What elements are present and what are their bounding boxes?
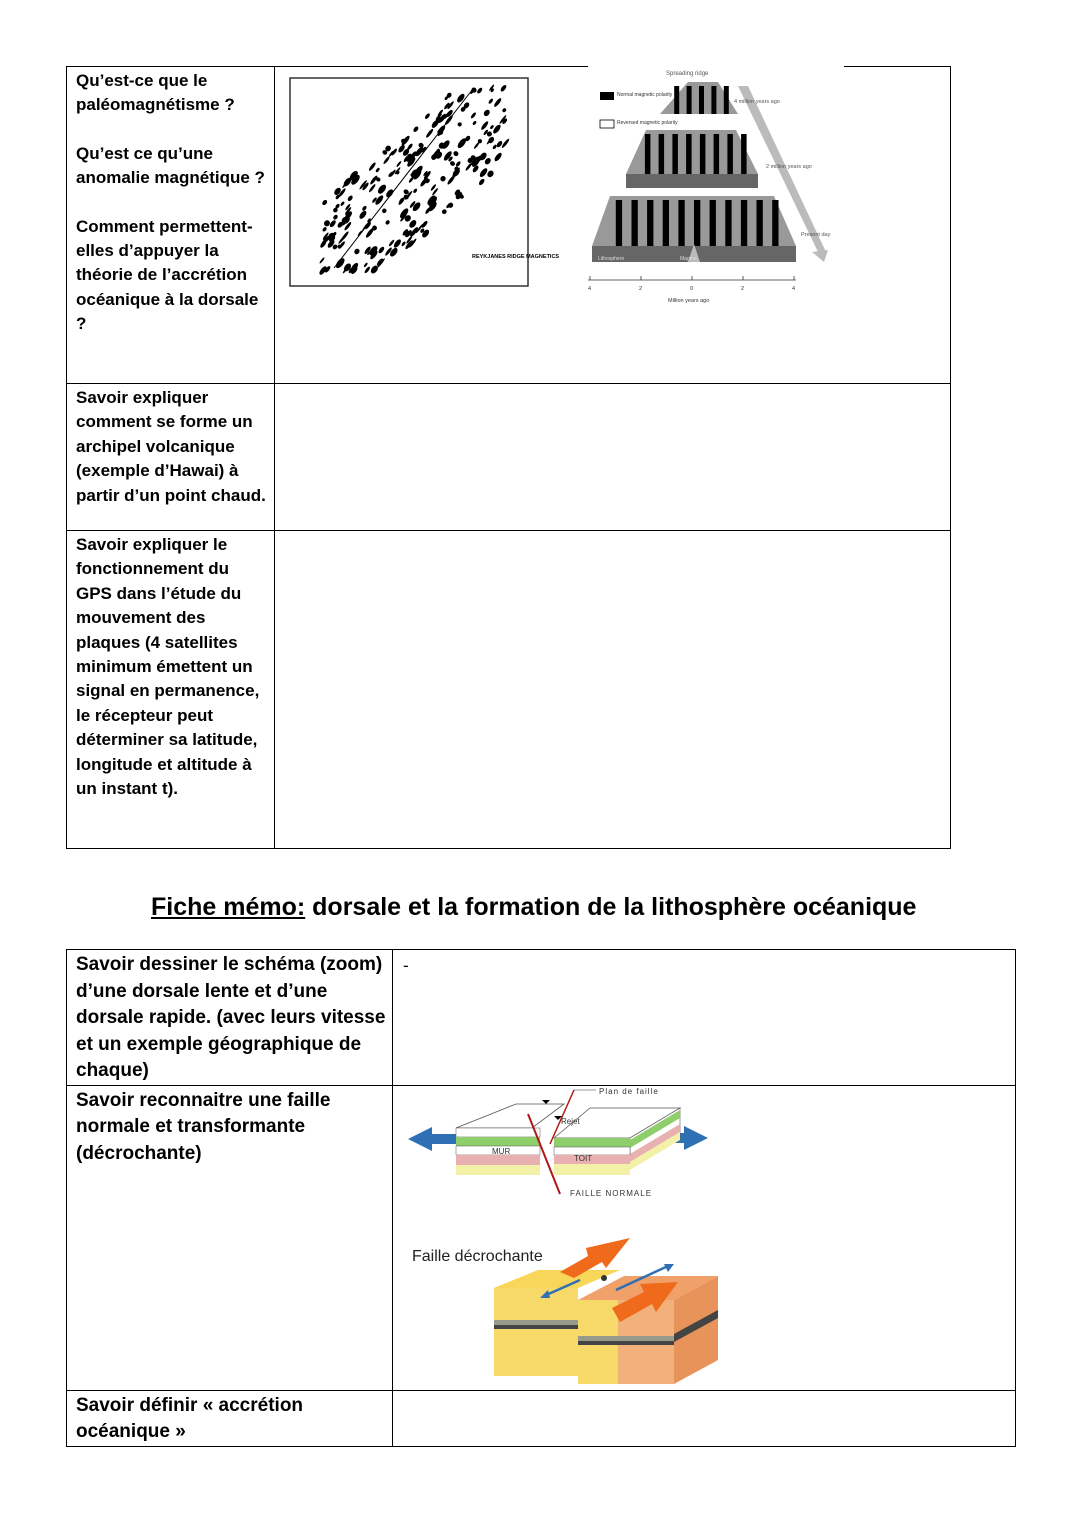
label-rejet: Rejet — [561, 1117, 580, 1126]
caption-faille-decrochante: Faille décrochante — [412, 1248, 543, 1265]
question-ridge-drawing: Savoir dessiner le schéma (zoom) d’une dorsale lente et d’une dorsale rapide. (avec leurs vitesse et un exemple géographique de chaque) — [67, 950, 393, 1086]
polarity-band — [678, 200, 684, 246]
answer-cell — [275, 531, 951, 849]
strike-slip-fault-diagram — [488, 1236, 728, 1388]
spreading-ridge-diagram — [588, 66, 844, 306]
table-row — [67, 531, 951, 849]
axis-tick-label: 2 — [741, 286, 745, 292]
label-toit: TOIT — [574, 1154, 593, 1163]
polarity-band — [711, 86, 716, 114]
table-row — [67, 384, 951, 531]
polarity-band — [616, 200, 622, 246]
normal-fault-diagram — [404, 1084, 716, 1202]
axis-label: Million years ago — [668, 298, 710, 304]
axis-tick-label: 4 — [588, 286, 592, 292]
answer-cell — [275, 384, 951, 531]
ridge-title: Spreading ridge — [666, 71, 709, 77]
polarity-band — [699, 86, 704, 114]
polarity-band — [714, 134, 720, 174]
legend-normal: Normal magnetic polarity — [617, 92, 673, 98]
axis-tick-label: 4 — [792, 286, 796, 292]
question-hotspot: Savoir expliquer comment se forme un archipel volcanique (exemple d’Hawai) à partir d’un point chaud. — [67, 384, 275, 531]
label-2-million: 2 million years ago — [766, 164, 812, 170]
map-label: REYKJANES RIDGE MAGNETICS — [472, 254, 560, 260]
question-magnetic-anomaly: Qu’est ce qu’une anomalie magnétique ? — [76, 143, 265, 188]
question-gps: Savoir expliquer le fonctionnement du GPS dans l’étude du mouvement des plaques (4 satellites minimum émettent un signal en permanence, le récepteur peut déterminer sa latitude, longitude et altitude à un instant t). — [67, 531, 275, 849]
arrow-left-icon — [408, 1127, 458, 1151]
axis-tick-label: 0 — [690, 286, 694, 292]
polarity-band — [694, 200, 700, 246]
question-accretion-theory: Comment permettent-elles d’appuyer la théorie de l’accrétion océanique à la dorsale ? — [76, 216, 259, 334]
label-magma: Magma — [680, 256, 697, 262]
question-accretion-definition: Savoir définir « accrétion océanique » — [67, 1390, 393, 1446]
answer-cell — [393, 1390, 1016, 1446]
polarity-band — [741, 134, 747, 174]
polarity-band — [672, 134, 678, 174]
polarity-band — [632, 200, 638, 246]
polarity-band — [687, 86, 692, 114]
answer-dash: - — [393, 950, 1016, 1086]
caption-faille-normale: FAILLE NORMALE — [570, 1189, 653, 1198]
polarity-band — [663, 200, 669, 246]
polarity-band — [741, 200, 747, 246]
polarity-band — [725, 200, 731, 246]
polarity-band — [674, 86, 679, 114]
legend-reversed: Reversed magnetic polarity — [617, 120, 678, 126]
table-row — [67, 1390, 1016, 1446]
magnetic-anomaly-map — [282, 72, 560, 304]
polarity-band — [700, 134, 706, 174]
table-row — [67, 950, 1016, 1086]
polarity-band — [686, 134, 692, 174]
label-plan-faille: Plan de faille — [599, 1087, 659, 1096]
polarity-band — [647, 200, 653, 246]
label-4-million: 4 million years ago — [734, 99, 780, 105]
label-present-day: Present day — [801, 232, 831, 238]
label-lithosphere: Lithosphere — [598, 256, 625, 262]
title-underlined: Fiche mémo: — [151, 893, 306, 921]
polarity-band — [724, 86, 729, 114]
polarity-band — [710, 200, 716, 246]
polarity-band — [772, 200, 778, 246]
polarity-band — [645, 134, 651, 174]
question-paleomagnetism: Qu’est-ce que le paléomagnétisme ? — [76, 71, 235, 115]
axis-tick-label: 2 — [639, 286, 643, 292]
section-title — [151, 893, 916, 922]
label-mur: MUR — [492, 1147, 511, 1156]
question-faults: Savoir reconnaitre une faille normale et transformante (décrochante) — [67, 1085, 393, 1390]
polarity-band — [727, 134, 733, 174]
polarity-band — [757, 200, 763, 246]
title-rest: dorsale et la formation de la lithosphère océanique — [305, 893, 917, 921]
polarity-band — [659, 134, 665, 174]
question-cell — [67, 67, 275, 384]
